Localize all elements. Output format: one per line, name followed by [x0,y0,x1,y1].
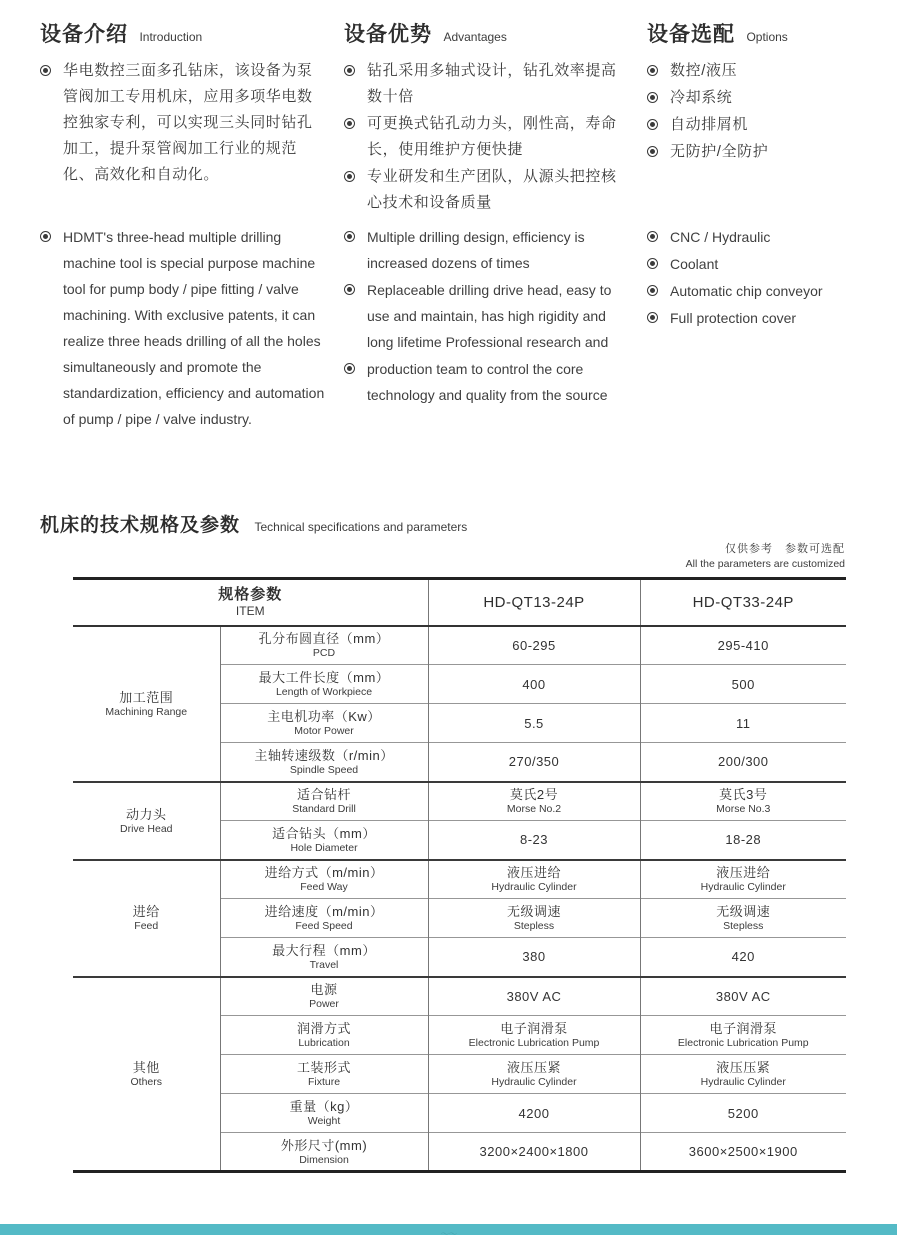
value-cell-model2 [640,1094,846,1133]
item-en: Power [309,998,339,1011]
value-cell-model1 [428,665,640,704]
fisheye-bullet-icon [40,65,51,76]
list-item [344,277,631,355]
fisheye-bullet-icon [647,119,658,130]
group-label-en: Machining Range [105,705,188,718]
list-item [344,224,631,276]
value-cell-model2 [640,977,846,1016]
list-item [344,356,631,408]
item-en: Hole Diameter [290,841,358,854]
table-header-row [73,579,846,626]
group-label-cell [73,977,220,1172]
value-cell-model1 [428,1016,640,1055]
item-cell [220,704,428,743]
item-en: Travel [309,958,339,971]
item-en: Standard Drill [292,803,356,816]
fisheye-bullet-icon [647,231,658,242]
value-zh: 60-295 [512,637,556,653]
value-cell-model1 [428,782,640,821]
value-zh: 500 [731,676,755,692]
bullet-text: Multiple drilling design, efficiency is increased dozens of times [367,229,585,271]
value-zh: 无级调速 [507,904,562,919]
bullet-text: 钻孔采用多轴式设计，钻孔效率提高数十倍 [367,62,617,105]
value-cell-model2 [640,626,846,665]
value-zh: 无级调速 [716,904,771,919]
item-cell [220,743,428,782]
item-zh: 主轴转速级数（r/min） [254,747,394,763]
list-item [647,305,889,331]
list-item [40,58,328,188]
value-zh: 液压压紧 [716,1060,771,1075]
section-title-zh: 设备介绍 [40,23,128,46]
item-en: Fixture [307,1076,341,1088]
section-title [40,18,328,48]
list-item [647,251,889,277]
value-cell-model2 [640,782,846,821]
list-item [344,164,631,216]
group-label-en: Others [130,1075,162,1088]
fisheye-bullet-icon [647,146,658,157]
table-row [73,782,846,821]
fisheye-bullet-icon [40,231,51,242]
section-options [647,18,889,494]
specs-title-zh: 机床的技术规格及参数 [40,515,241,536]
item-en: Feed Speed [295,920,353,932]
options-zh-list [647,58,889,224]
fisheye-bullet-icon [647,258,658,269]
value-cell-model1 [428,1055,640,1094]
item-zh: 孔分布圆直径（mm） [258,631,390,647]
bullet-text: Coolant [670,256,719,272]
item-zh: 最大行程（mm） [272,942,376,958]
value-zh: 295-410 [717,637,769,653]
value-cell-model1 [428,626,640,665]
value-cell-model1 [428,1094,640,1133]
item-cell [220,977,428,1016]
list-item [647,58,889,84]
bullet-text: 数控/液压 [670,62,738,79]
table-row [73,860,846,899]
table-row [73,977,846,1016]
list-item [647,85,889,111]
value-zh: 液压压紧 [507,1060,562,1075]
fisheye-bullet-icon [647,65,658,76]
value-zh: 18-28 [725,832,762,848]
fisheye-bullet-icon [344,65,355,76]
group-label-zh: 其他 [132,1059,160,1075]
item-cell [220,1055,428,1094]
table-row [73,626,846,665]
group-label-en: Drive Head [119,822,173,835]
value-zh: 380 [522,949,546,965]
section-title [344,18,631,48]
footer-accent-bar [0,1224,897,1235]
bullet-text: 华电数控三面多孔钻床，该设备为泵管阀加工专用机床，应用多项华电数控独家专利，可以实现三头同时钻孔加工，提升泵管阀加工行业的规范化、高效化和自动化。 [63,62,313,183]
fisheye-bullet-icon [647,92,658,103]
value-cell-model2 [640,821,846,860]
value-zh: 270/350 [508,754,560,770]
group-label-zh: 动力头 [125,806,167,822]
value-cell-model1 [428,1133,640,1172]
value-en: Electronic Lubrication Pump [677,1037,809,1049]
specs-title-en: Technical specifications and parameters [254,520,468,534]
value-en: Hydraulic Cylinder [491,881,577,894]
top-columns [0,0,897,494]
intro-en-list [40,224,328,432]
value-zh: 5200 [727,1105,759,1121]
footer-wave-watermark-icon: 〜〜 [440,1229,457,1235]
item-en: Dimension [299,1153,349,1166]
value-zh: 400 [522,676,546,692]
item-en: Spindle Speed [289,763,359,776]
section-title-zh: 设备选配 [647,23,735,46]
fisheye-bullet-icon [647,312,658,323]
bullet-text: 无防护/全防护 [670,143,769,160]
value-zh: 3200×2400×1800 [479,1144,589,1159]
item-cell [220,821,428,860]
item-cell [220,782,428,821]
item-cell [220,860,428,899]
list-item [647,278,889,304]
list-item [647,112,889,138]
value-en: Hydraulic Cylinder [700,881,786,894]
value-zh: 380V AC [506,988,562,1004]
item-zh: 适合钻头（mm） [272,825,376,841]
value-zh: 莫氏3号 [719,787,768,803]
section-title [647,18,889,48]
item-zh: 电源 [310,982,338,998]
intro-zh-list [40,58,328,224]
specs-note-en: All the parameters are customized [685,558,845,570]
value-en: Stepless [723,920,764,932]
value-cell-model2 [640,1055,846,1094]
section-introduction [40,18,328,494]
fisheye-bullet-icon [647,285,658,296]
value-en: Stepless [513,920,555,932]
fisheye-bullet-icon [344,231,355,242]
item-zh: 进给方式（m/min） [264,865,384,881]
item-zh: 外形尺寸(mm) [280,1137,368,1153]
fisheye-bullet-icon [344,118,355,129]
section-title-en: Advantages [443,30,507,44]
item-cell [220,626,428,665]
bullet-text: Automatic chip conveyor [670,283,823,299]
bullet-text: 冷却系统 [670,89,733,106]
list-item [344,111,631,163]
list-item [40,224,328,432]
value-cell-model1 [428,704,640,743]
value-cell-model1 [428,860,640,899]
list-item [647,224,889,250]
section-title-en: Options [746,30,788,44]
bullet-text: 自动排屑机 [670,116,749,133]
item-en: Motor Power [294,725,354,737]
group-label-en: Feed [134,920,159,932]
fisheye-bullet-icon [344,171,355,182]
item-en: Lubrication [298,1037,350,1049]
item-cell [220,1094,428,1133]
value-cell-model2 [640,1133,846,1172]
section-advantages [344,18,631,494]
spec-table [73,577,846,1173]
item-cell [220,1016,428,1055]
section-title-zh: 设备优势 [344,23,432,46]
value-zh: 电子润滑泵 [709,1021,778,1036]
value-zh: 8-23 [520,832,549,848]
value-zh: 3600×2500×1900 [688,1144,798,1159]
item-zh: 工装形式 [297,1060,352,1075]
bullet-text: 专业研发和生产团队，从源头把控核心技术和设备质量 [367,168,617,211]
value-zh: 液压进给 [507,865,562,881]
bullet-text: Full protection cover [670,310,797,326]
value-cell-model2 [640,1016,846,1055]
item-en: PCD [312,647,336,660]
advantages-en-list [344,224,631,408]
value-zh: 5.5 [524,715,544,731]
item-en: Length of Workpiece [275,686,373,698]
header-model1-cell [428,579,640,626]
value-cell-model2 [640,704,846,743]
item-zh: 最大工件长度（mm） [258,670,390,685]
options-en-list [647,224,889,331]
value-cell-model2 [640,938,846,977]
value-zh: 200/300 [718,754,769,770]
value-cell-model2 [640,743,846,782]
item-zh: 主电机功率（Kw） [267,709,381,724]
model1-label: HD-QT13-24P [483,593,585,611]
value-zh: 电子润滑泵 [500,1021,568,1036]
group-label-zh: 加工范围 [119,689,174,705]
item-zh: 润滑方式 [297,1021,352,1036]
group-label-cell [73,626,220,782]
value-cell-model1 [428,821,640,860]
specs-note-zh: 仅供参考 参数可选配 [725,543,845,555]
list-item [647,139,889,165]
item-cell [220,938,428,977]
item-en: Weight [307,1115,341,1127]
value-en: Morse No.3 [716,803,771,816]
model2-label: HD-QT33-24P [692,593,794,611]
fisheye-bullet-icon [344,284,355,295]
value-zh: 380V AC [715,988,771,1004]
advantages-zh-list [344,58,631,224]
value-en: Morse No.2 [506,803,562,816]
value-zh: 莫氏2号 [509,787,559,803]
specs-section-title [40,510,897,540]
value-zh: 420 [731,949,755,965]
item-zh: 重量（kg） [289,1099,359,1114]
item-cell [220,665,428,704]
group-label-cell [73,782,220,860]
section-title-en: Introduction [139,30,203,44]
header-item-zh: 规格参数 [218,586,283,604]
header-item-cell [73,579,428,626]
value-cell-model1 [428,938,640,977]
value-zh: 4200 [518,1105,550,1121]
item-zh: 适合钻杆 [297,787,352,803]
group-label-cell [73,860,220,977]
value-cell-model1 [428,977,640,1016]
header-model2-cell [640,579,846,626]
value-zh: 液压进给 [716,865,771,881]
value-cell-model1 [428,743,640,782]
specs-note [0,542,845,571]
value-en: Hydraulic Cylinder [700,1076,786,1088]
value-cell-model1 [428,899,640,938]
bullet-text: Replaceable drilling drive head, easy to use and maintain, has high rigidity and long lifetime Professional research and [367,282,612,350]
bullet-text: production team to control the core technology and quality from the source [367,361,608,403]
value-zh: 11 [736,715,751,731]
value-cell-model2 [640,665,846,704]
bullet-text: 可更换式钻孔动力头，刚性高，寿命长，使用维护方便快捷 [367,115,617,158]
header-item-en: ITEM [235,604,265,619]
item-cell [220,1133,428,1172]
value-cell-model2 [640,860,846,899]
item-en: Feed Way [300,881,348,894]
group-label-zh: 进给 [132,904,160,919]
item-zh: 进给速度（m/min） [264,904,384,919]
bullet-text: HDMT's three-head multiple drilling machine tool is special purpose machine tool for pump body / pipe fitting / valve machining. With exclusive patents, it can realize three heads drilling of all the holes simultaneously and promote the standardization, efficiency and automation of pump / pipe / valve industry. [63,229,325,427]
item-cell [220,899,428,938]
value-cell-model2 [640,899,846,938]
value-en: Electronic Lubrication Pump [468,1037,600,1049]
fisheye-bullet-icon [344,363,355,374]
value-en: Hydraulic Cylinder [491,1076,577,1088]
bullet-text: CNC / Hydraulic [670,229,771,245]
list-item [344,58,631,110]
